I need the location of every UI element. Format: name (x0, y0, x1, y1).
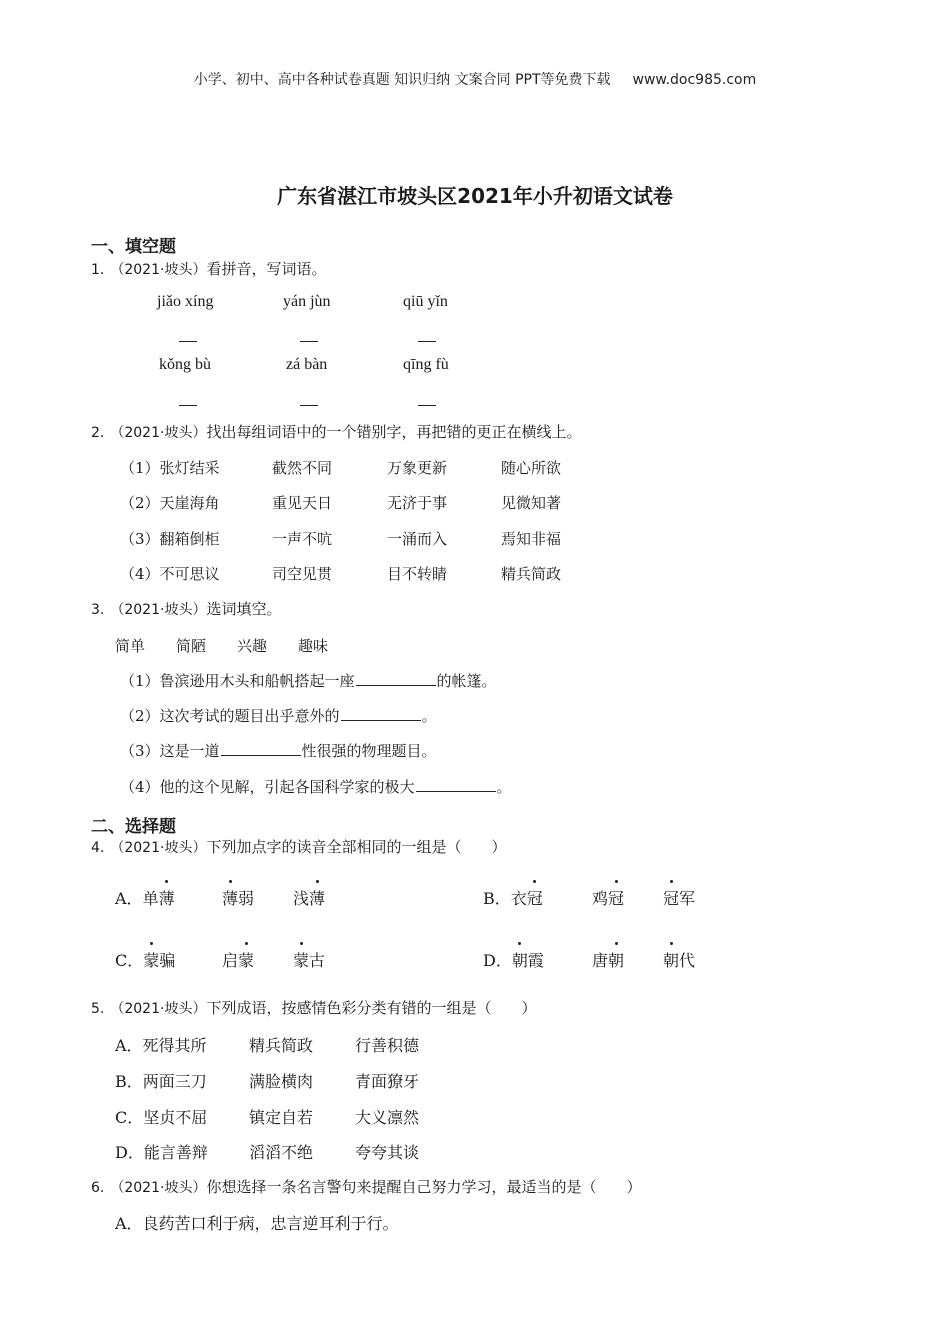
pinyin-6: qīng fù (403, 356, 449, 373)
dotted-char: 冠 (608, 886, 624, 909)
option-a[interactable] (115, 886, 175, 909)
char: 浅 (293, 889, 310, 908)
dotted-char: 蒙 (143, 948, 159, 971)
word-choice: 兴趣 (237, 637, 268, 655)
fill-blank[interactable] (341, 706, 421, 721)
sentence-part: （4）他的这个见解，引起各国科学家的极大 (120, 778, 415, 796)
document-title: 广东省湛江市坡头区2021年小升初语文试卷 (277, 184, 673, 208)
answer-line[interactable] (179, 341, 197, 342)
sentence-part: 性很强的物理题目。 (301, 742, 437, 760)
answer-line[interactable] (300, 405, 318, 406)
word-group: 万象更新 (387, 459, 448, 477)
question-text: 下列加点字的读音全部相同的一组是（ ） (206, 838, 507, 856)
dotted-char: 朝 (512, 948, 528, 971)
question-text: 下列成语，按感情色彩分类有错的一组是（ ） (206, 999, 537, 1017)
question-number: 4. (91, 840, 105, 856)
option-label: C． (115, 951, 144, 970)
option-c-word-2 (222, 948, 254, 971)
question-source: （2021·坡头） (110, 425, 207, 441)
word-group: 随心所欲 (501, 459, 562, 477)
fill-sentence (120, 740, 437, 761)
answer-line[interactable] (300, 341, 318, 342)
option-label: B． (483, 889, 511, 908)
char: 骗 (159, 951, 176, 970)
sentence-part: 。 (496, 778, 512, 796)
option-b[interactable] (483, 886, 543, 909)
pinyin-3: qiū yǐn (403, 293, 448, 310)
char: 单 (142, 889, 159, 908)
header-url[interactable]: www.doc985.com (632, 72, 757, 88)
word-choice: 趣味 (298, 637, 329, 655)
word-group: （2）天崖海角 (120, 494, 220, 512)
dotted-char: 蒙 (238, 948, 254, 971)
char: 古 (309, 951, 326, 970)
option-c[interactable]: C．坚贞不屈 (115, 1108, 208, 1127)
sentence-part: 。 (421, 707, 437, 725)
fill-blank[interactable] (221, 741, 301, 756)
fill-sentence (120, 670, 497, 691)
option-c[interactable] (115, 948, 175, 971)
word-group: 精兵简政 (501, 565, 562, 583)
option-word: 精兵简政 (249, 1036, 314, 1055)
question-5 (91, 997, 536, 1018)
option-word: 青面獠牙 (355, 1072, 420, 1091)
dotted-char: 冠 (527, 886, 543, 909)
char: 唐 (592, 951, 609, 970)
option-a[interactable]: A．死得其所 (115, 1036, 207, 1055)
question-3 (91, 598, 281, 619)
option-b[interactable]: B．两面三刀 (115, 1072, 207, 1091)
sentence-part: （2）这次考试的题目出乎意外的 (120, 707, 340, 725)
sentence-part: （1）鲁滨逊用木头和船帆搭起一座 (120, 672, 355, 690)
option-a-word-2 (222, 886, 254, 909)
question-source: （2021·坡头） (110, 602, 207, 618)
option-c-word-3 (293, 948, 325, 971)
option-d[interactable]: D．能言善辩 (115, 1143, 208, 1162)
answer-line[interactable] (418, 405, 436, 406)
question-2 (91, 421, 581, 442)
pinyin-4: kǒng bù (159, 356, 211, 373)
option-d[interactable] (483, 948, 544, 971)
question-text: 看拼音，写词语。 (206, 260, 327, 278)
char: 弱 (238, 889, 255, 908)
question-number: 1. (91, 262, 105, 278)
question-source: （2021·坡头） (110, 262, 207, 278)
word-group: 焉知非福 (501, 530, 562, 548)
header-text: 小学、初中、高中各种试卷真题 知识归纳 文案合同 PPT等免费下载 (193, 72, 611, 88)
fill-blank[interactable] (416, 777, 496, 792)
option-word: 滔滔不绝 (249, 1143, 314, 1162)
option-a[interactable]: A．良药苦口利于病，忠言逆耳利于行。 (115, 1214, 399, 1233)
word-group: 一涌而入 (387, 530, 448, 548)
option-b-word-3 (663, 886, 695, 909)
question-text: 找出每组词语中的一个错别字，再把错的更正在横线上。 (206, 423, 582, 441)
word-group: 无济于事 (387, 494, 448, 512)
fill-sentence (120, 776, 512, 797)
char: 军 (679, 889, 696, 908)
question-number: 2. (91, 425, 105, 441)
answer-line[interactable] (418, 341, 436, 342)
question-number: 5. (91, 1001, 105, 1017)
answer-line[interactable] (179, 405, 197, 406)
option-word: 镇定自若 (249, 1108, 314, 1127)
dotted-char: 薄 (309, 886, 325, 909)
option-word: 满脸横肉 (249, 1072, 314, 1091)
section-heading-fill: 一、填空题 (91, 237, 176, 257)
word-group: 截然不同 (272, 459, 333, 477)
question-number: 3. (91, 602, 105, 618)
option-b-word-2 (592, 886, 624, 909)
dotted-char: 冠 (663, 886, 679, 909)
question-text: 你想选择一条名言警句来提醒自己努力学习，最适当的是（ ） (206, 1178, 642, 1196)
char: 霞 (527, 951, 544, 970)
option-label: A． (115, 889, 143, 908)
word-group: （1）张灯结采 (120, 459, 220, 477)
dotted-char: 薄 (222, 886, 238, 909)
sentence-part: 的帐篷。 (436, 672, 497, 690)
question-source: （2021·坡头） (110, 1001, 207, 1017)
dotted-char: 薄 (159, 886, 175, 909)
word-group: 一声不吭 (272, 530, 333, 548)
char: 代 (679, 951, 696, 970)
option-label: D． (483, 951, 512, 970)
word-group: （4）不可思议 (120, 565, 220, 583)
option-word: 大义凛然 (355, 1108, 420, 1127)
pinyin-5: zá bàn (286, 356, 328, 373)
fill-sentence (120, 705, 437, 726)
question-6 (91, 1176, 641, 1197)
option-a-word-3 (293, 886, 325, 909)
option-word: 行善积德 (355, 1036, 420, 1055)
char: 鸡 (592, 889, 609, 908)
option-d-word-3 (663, 948, 695, 971)
page-header (0, 69, 950, 89)
char: 衣 (510, 889, 527, 908)
dotted-char: 蒙 (293, 948, 309, 971)
word-group: 目不转睛 (387, 565, 448, 583)
word-group: 见微知著 (501, 494, 562, 512)
word-choice: 简单 (115, 637, 146, 655)
question-4 (91, 836, 506, 857)
dotted-char: 朝 (608, 948, 624, 971)
word-group: 司空见贯 (272, 565, 333, 583)
word-group: 重见天日 (272, 494, 333, 512)
word-group: （3）翻箱倒柜 (120, 530, 220, 548)
fill-blank[interactable] (356, 671, 436, 686)
question-1 (91, 258, 326, 279)
pinyin-1: jiǎo xíng (157, 293, 214, 310)
char: 启 (222, 951, 239, 970)
question-source: （2021·坡头） (110, 840, 207, 856)
option-d-word-2 (592, 948, 624, 971)
question-text: 选词填空。 (206, 600, 282, 618)
section-heading-choice: 二、选择题 (91, 817, 176, 837)
question-number: 6. (91, 1180, 105, 1196)
pinyin-2: yán jùn (283, 293, 331, 310)
question-source: （2021·坡头） (110, 1180, 207, 1196)
option-word: 夸夸其谈 (355, 1143, 420, 1162)
word-choice: 简陋 (176, 637, 207, 655)
dotted-char: 朝 (663, 948, 679, 971)
sentence-part: （3）这是一道 (120, 742, 220, 760)
